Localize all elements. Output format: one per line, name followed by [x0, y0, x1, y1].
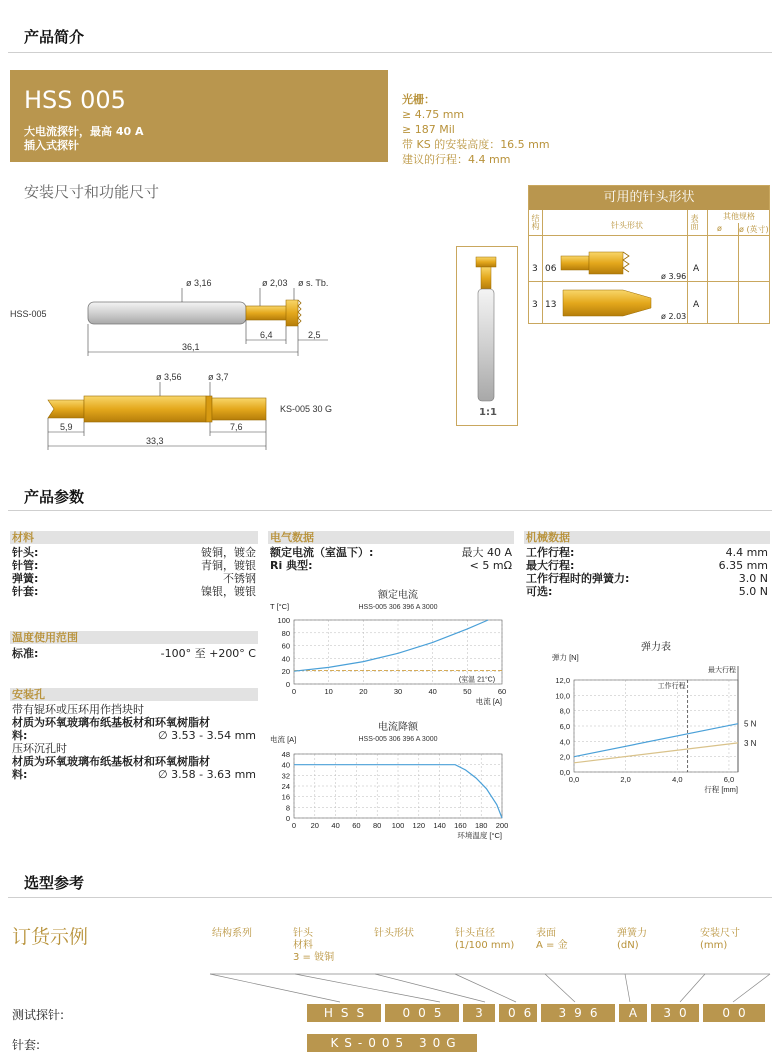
x-tick-label: 6,0: [723, 775, 735, 784]
order-header-2: 针头形状: [374, 928, 414, 939]
product-name: HSS 005: [24, 86, 126, 114]
x-tick-label: 20: [359, 687, 368, 696]
chart-current-derating: [266, 718, 516, 844]
divider: [8, 510, 772, 511]
product-desc-1: 大电流探针，最高 40 A: [24, 125, 144, 138]
temp-row: 标准: -100° 至 +200° C: [12, 647, 256, 660]
x-tick-label: 0,0: [568, 775, 580, 784]
electric-row: 额定电流（室温下）: 最大 40 A: [270, 546, 512, 559]
product-banner: [10, 70, 388, 162]
dim-dstb: ø s. Tb.: [298, 278, 329, 288]
x-tick-label: 30: [393, 687, 403, 696]
chart-title: 电流降额: [378, 722, 418, 733]
tip-shapes-table: [528, 185, 770, 324]
divider: [8, 52, 772, 53]
x-axis-label: 环境温度 [°C]: [457, 831, 502, 840]
tip-row-2-b: 13: [545, 300, 557, 310]
dims-title: 安装尺寸和功能尺寸: [24, 183, 160, 201]
scale-probe-drawing: [457, 247, 517, 425]
section-title-selection: 选型参考: [24, 874, 85, 892]
x-tick-label: 0: [291, 687, 297, 696]
y-axis-label: 弹力 [N]: [552, 653, 579, 662]
x-tick-label: 20: [310, 821, 319, 830]
y-tick-label: 12,0: [555, 676, 570, 685]
y-tick-label: 32: [281, 771, 290, 781]
y-tick-label: 8,0: [559, 706, 570, 716]
mechanic-row: 工作行程时的弹簧力: 3.0 N: [526, 572, 768, 585]
material-row: 弹簧: 不锈钢: [12, 572, 256, 585]
y-tick-label: 80: [281, 628, 290, 638]
y-tick-label: 4,0: [559, 737, 570, 747]
chart-title: 额定电流: [378, 590, 418, 601]
electric-row: Ri 典型: < 5 mΩ: [270, 559, 512, 572]
ks-label: KS-005 30 G: [280, 404, 333, 414]
y-tick-label: 24: [281, 782, 290, 791]
y-tick-label: 0: [285, 680, 290, 689]
order-cell-sleeve: KS-005 30G: [307, 1034, 477, 1052]
series-label-0: 5 N: [744, 719, 757, 729]
divider: [8, 897, 772, 898]
y-axis-label: T [°C]: [270, 602, 290, 611]
dim-d316: ø 3,16: [186, 278, 212, 288]
mechanic-row: 工作行程: 4.4 mm: [526, 546, 768, 559]
tip-row-2-surf: A: [693, 300, 700, 310]
order-cell-spring: 30: [651, 1004, 699, 1022]
dim-d37: ø 3,7: [208, 372, 229, 382]
tip-table-header: [529, 210, 769, 236]
material-row: 针套: 镍银，镀银: [12, 585, 256, 598]
x-tick-label: 40: [428, 687, 437, 696]
hole-info: 带有锟环或压环用作挡块时 材质为环氧玻璃布纸基板材和环氧树脂材 料: ∅ 3.53 - 3.54 mm 压环沉孔时 材质为环氧玻璃布纸基板材和环氧树脂材 料: ∅ 3.58 - 3.63 mm: [12, 703, 256, 781]
series-label-1: 3 N: [744, 738, 757, 748]
y-tick-label: 0: [285, 814, 290, 823]
mechanic-row: 最大行程: 6.35 mm: [526, 559, 768, 572]
order-cell-install: 00: [703, 1004, 765, 1022]
x-tick-label: 60: [497, 687, 507, 696]
y-tick-label: 2,0: [559, 752, 570, 762]
x-tick-label: 140: [433, 821, 446, 830]
col-code: 结构: [531, 214, 540, 230]
x-tick-label: 200: [495, 821, 509, 830]
electric-title: 电气数据: [268, 531, 514, 544]
work-travel-label: 工作行程: [657, 683, 686, 690]
order-header-5: 弹簧力 (dN): [617, 928, 647, 951]
col-other: 其他规格: [723, 212, 755, 221]
dim-l25: 2,5: [308, 330, 321, 340]
chart-spring-force: [540, 636, 772, 806]
ks-head: [48, 400, 84, 418]
temp-title: 温度使用范围: [10, 631, 258, 644]
tip-row-1-dia: ø 3.96: [661, 272, 687, 281]
y-tick-label: 16: [281, 792, 290, 802]
dim-l361: 36,1: [182, 342, 200, 352]
order-header-6: 安装尺寸 (mm): [700, 928, 740, 951]
hss-plunger: [246, 306, 288, 320]
tip-shape-13-icon: [559, 286, 659, 320]
order-cell-material: 3: [463, 1004, 495, 1022]
x-tick-label: 2,0: [620, 775, 631, 784]
max-travel-label: 最大行程: [708, 667, 736, 674]
tip-shape-06-icon: [559, 246, 659, 280]
x-tick-label: 0: [291, 821, 297, 830]
section-title-intro: 产品简介: [24, 28, 85, 46]
col-dia-in: ø (英寸): [739, 225, 769, 234]
y-tick-label: 8: [285, 803, 290, 813]
y-tick-label: 0,0: [559, 768, 570, 777]
dim-l64: 6,4: [260, 330, 273, 340]
order-header-4: 表面 A = 金: [536, 928, 568, 951]
x-tick-label: 100: [391, 821, 405, 830]
series-line-1: [574, 743, 738, 763]
x-axis-label: 电流 [A]: [475, 697, 502, 706]
probe-label: 测试探针:: [12, 1008, 65, 1022]
chart-title: 弹力表: [641, 642, 671, 653]
x-tick-label: 60: [352, 821, 361, 830]
x-tick-label: 4,0: [672, 775, 683, 784]
grid-label: 光栅：: [402, 93, 435, 106]
x-tick-label: 80: [373, 821, 382, 830]
product-desc-2: 插入式探针: [24, 139, 79, 152]
order-header-1: 针头 材料 3 = 铍铜: [293, 928, 335, 963]
dim-l333: 33,3: [146, 436, 164, 446]
y-tick-label: 60: [281, 641, 290, 651]
ks-body: [84, 396, 206, 422]
order-connector-lines: [200, 962, 776, 1004]
x-tick-label: 40: [331, 821, 340, 830]
y-axis-label: 电流 [A]: [270, 735, 297, 744]
y-tick-label: 6,0: [559, 722, 570, 731]
x-tick-label: 10: [324, 687, 333, 696]
x-tick-label: 180: [474, 821, 488, 830]
order-cell-series: HSS: [307, 1004, 381, 1022]
material-row: 针头: 铍铜，镀金: [12, 546, 256, 559]
hss-crown-tip: [286, 300, 298, 326]
tip-table-title: 可用的针头形状: [529, 186, 769, 210]
mechanic-title: 机械数据: [524, 531, 770, 544]
grid-value-mm: ≥ 4.75 mm: [402, 108, 465, 121]
material-row: 针管: 青铜，镀银: [12, 559, 256, 572]
series-line-0: [574, 724, 738, 757]
dim-d356: ø 3,56: [156, 372, 182, 382]
y-tick-label: 40: [281, 654, 290, 664]
y-tick-label: 20: [281, 667, 290, 677]
hss-barrel: [88, 302, 246, 324]
chart-subtitle: HSS-005 306 396 A 3000: [358, 604, 438, 611]
order-title: 订货示例: [12, 926, 89, 948]
recommended-travel: 建议的行程：4.4 mm: [402, 153, 511, 166]
hole-title: 安装孔: [10, 688, 258, 701]
y-tick-label: 48: [281, 750, 290, 759]
scale-label: 1:1: [479, 407, 497, 418]
material-title: 材料: [10, 531, 258, 544]
order-cell-size: 005: [385, 1004, 459, 1022]
x-tick-label: 50: [463, 687, 472, 696]
mechanic-row: 可选: 5.0 N: [526, 585, 768, 598]
technical-drawing: [10, 260, 350, 460]
order-header-3: 针头直径 (1/100 mm): [455, 928, 515, 951]
order-header-0: 结构系列: [212, 928, 252, 939]
chart-subtitle: HSS-005 306 396 A 3000: [358, 736, 438, 743]
dim-l76: 7,6: [230, 422, 243, 432]
hss-label: HSS-005: [10, 309, 47, 319]
y-tick-label: 100: [277, 616, 290, 625]
chart-annotation: (室温 21°C): [458, 676, 496, 684]
tip-row-2-dia: ø 2.03: [661, 312, 687, 321]
order-cell-tip-dia: 396: [541, 1004, 615, 1022]
y-tick-label: 40: [281, 760, 290, 770]
tip-row-1-b: 06: [545, 264, 557, 274]
tip-row-1-surf: A: [693, 264, 700, 274]
ks-height: 带 KS 的安装高度：16.5 mm: [402, 138, 550, 151]
section-title-params: 产品参数: [24, 488, 85, 506]
col-surface: 表面: [690, 214, 699, 230]
dim-l59: 5,9: [60, 422, 73, 432]
x-tick-label: 120: [412, 821, 426, 830]
tip-row-2-a: 3: [532, 300, 538, 310]
sleeve-label: 针套:: [12, 1038, 41, 1052]
tip-row-1-a: 3: [532, 264, 538, 274]
order-cell-tip-shape: 06: [499, 1004, 537, 1022]
chart-rated-current: [266, 586, 516, 716]
y-tick-label: 10,0: [555, 691, 570, 701]
col-shape: 针头形状: [611, 221, 643, 230]
dim-d203: ø 2,03: [262, 278, 288, 288]
col-dia: ø: [717, 224, 722, 233]
order-cell-surface: A: [619, 1004, 647, 1022]
x-axis-label: 行程 [mm]: [704, 785, 738, 794]
x-tick-label: 160: [454, 821, 467, 830]
scale-drawing-box: [456, 246, 518, 426]
grid-value-mil: ≥ 187 Mil: [402, 123, 455, 136]
grid-info: [402, 92, 550, 167]
